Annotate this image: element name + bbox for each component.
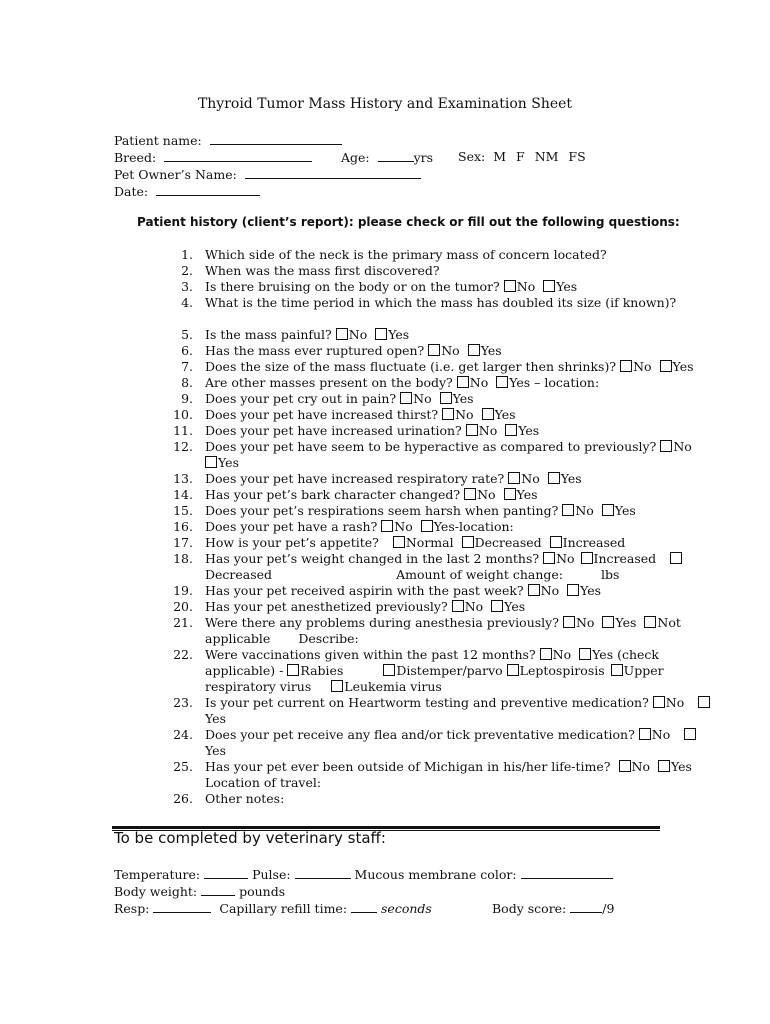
body-weight-label: Body weight:: [114, 884, 198, 899]
no-checkbox[interactable]: [528, 584, 540, 596]
leptospirosis-label: Leptospirosis: [519, 663, 605, 678]
yes-checkbox[interactable]: [375, 328, 387, 340]
yes-checkbox[interactable]: [504, 488, 516, 500]
date-row: [114, 183, 260, 200]
decreased-checkbox[interactable]: [670, 552, 682, 564]
leukemia-checkbox[interactable]: [331, 680, 343, 692]
question-text: Does your pet have increased thirst?: [205, 407, 439, 422]
increased-checkbox[interactable]: [550, 536, 562, 548]
question-text: Has your pet ever been outside of Michigan in his/her life-time?: [205, 759, 611, 774]
yes-check-label: Yes (check: [592, 647, 659, 662]
question-22-continued: [205, 679, 442, 695]
question-number: 20.: [173, 599, 193, 614]
question-text: When was the mass first discovered?: [205, 263, 440, 278]
yes-label: Yes: [504, 599, 526, 614]
question-1: [205, 247, 607, 263]
body-score-row: [492, 900, 614, 917]
question-number: 3.: [181, 279, 193, 294]
no-checkbox[interactable]: [381, 520, 393, 532]
no-label: No: [516, 279, 536, 294]
no-checkbox[interactable]: [543, 552, 555, 564]
question-15: [205, 503, 636, 519]
yes-location-label: Yes-location:: [433, 519, 514, 534]
no-label: No: [665, 695, 685, 710]
no-label: No: [455, 407, 474, 422]
decreased-checkbox[interactable]: [462, 536, 474, 548]
question-text: Does your pet’s respirations seem harsh when panting?: [205, 503, 559, 518]
question-text: Does your pet have increased respiratory rate?: [205, 471, 505, 486]
question-number: 6.: [181, 343, 193, 358]
question-text: Does your pet cry out in pain?: [205, 391, 397, 406]
no-checkbox[interactable]: [336, 328, 348, 340]
yes-checkbox[interactable]: [205, 456, 217, 468]
not-applicable-checkbox[interactable]: [644, 616, 656, 628]
resp-field[interactable]: [153, 900, 211, 913]
applicable-label: applicable) -: [205, 663, 284, 678]
breed-label: Breed:: [114, 150, 157, 165]
question-number: 18.: [173, 551, 193, 566]
question-22-options: [205, 663, 664, 679]
no-checkbox[interactable]: [466, 424, 478, 436]
question-number: 12.: [173, 439, 193, 454]
no-label: No: [552, 647, 572, 662]
question-23: [205, 695, 711, 711]
owner-row: [114, 166, 421, 183]
crt-label: Capillary refill time:: [219, 901, 348, 916]
yes-label: Yes: [480, 343, 502, 358]
no-label: No: [441, 343, 460, 358]
question-number: 22.: [173, 647, 193, 662]
yes-checkbox[interactable]: [602, 504, 614, 516]
no-label: No: [556, 551, 575, 566]
question-number: 15.: [173, 503, 193, 518]
increased-label: Increased: [562, 535, 626, 550]
no-label: No: [478, 423, 498, 438]
no-label: No: [464, 599, 484, 614]
rabies-checkbox[interactable]: [287, 664, 299, 676]
question-text: Is the mass painful?: [205, 327, 332, 342]
no-label: No: [469, 375, 489, 390]
age-unit: yrs: [413, 150, 434, 165]
question-number: 25.: [173, 759, 193, 774]
patient-name-row: [114, 132, 342, 149]
no-checkbox[interactable]: [442, 408, 454, 420]
yes-label: Yes: [205, 711, 226, 726]
yes-label: Yes: [580, 583, 602, 598]
vitals-row-3: [114, 900, 432, 917]
no-checkbox[interactable]: [457, 376, 469, 388]
mucous-label: Mucous membrane color:: [354, 867, 517, 882]
temperature-label: Temperature:: [114, 867, 201, 882]
owner-label: Pet Owner’s Name:: [114, 167, 237, 182]
decreased-label: Decreased: [474, 535, 542, 550]
question-number: 21.: [173, 615, 193, 630]
question-number: 1.: [181, 247, 193, 262]
question-text: Does your pet have seem to be hyperactive as compared to previously?: [205, 439, 657, 454]
question-number: 10.: [173, 407, 193, 422]
normal-label: Normal: [405, 535, 454, 550]
age-row: [341, 149, 433, 166]
yes-checkbox[interactable]: [421, 520, 433, 532]
body-score-label: Body score:: [492, 901, 567, 916]
yes-label: Yes: [556, 279, 578, 294]
question-12: [205, 439, 692, 455]
upper-respiratory-checkbox[interactable]: [611, 664, 623, 676]
question-2: [205, 263, 440, 279]
decreased-label: Decreased: [205, 567, 273, 582]
question-10: [205, 407, 516, 423]
question-13: [205, 471, 582, 487]
question-number: 14.: [173, 487, 193, 502]
body-score-field[interactable]: [570, 900, 602, 913]
page-title: Thyroid Tumor Mass History and Examination Sheet: [197, 96, 573, 112]
rabies-label: Rabies: [300, 663, 344, 678]
yes-location-label: Yes – location:: [509, 375, 600, 390]
question-17: [205, 535, 625, 551]
no-checkbox[interactable]: [464, 488, 476, 500]
question-12-continued: [205, 455, 239, 471]
history-heading: Patient history (client’s report): please check or fill out the following questions:: [137, 215, 680, 229]
yes-label: Yes: [614, 503, 636, 518]
no-checkbox[interactable]: [504, 280, 516, 292]
sex-row: [458, 149, 586, 165]
question-text: Does your pet have a rash?: [205, 519, 378, 534]
question-text: Which side of the neck is the primary mass of concern located?: [205, 247, 607, 262]
question-number: 8.: [181, 375, 193, 390]
question-number: 7.: [181, 359, 193, 374]
question-number: 5.: [181, 327, 193, 342]
yes-label: Yes: [516, 487, 538, 502]
yes-checkbox[interactable]: [698, 696, 710, 708]
yes-checkbox[interactable]: [548, 472, 560, 484]
normal-checkbox[interactable]: [393, 536, 405, 548]
question-number: 23.: [173, 695, 193, 710]
question-text: Were there any problems during anesthesia previously?: [205, 615, 559, 630]
yes-checkbox[interactable]: [491, 600, 503, 612]
question-text: Does your pet have increased urination?: [205, 423, 462, 438]
staff-heading: To be completed by veterinary staff:: [114, 829, 386, 847]
distemper-checkbox[interactable]: [383, 664, 395, 676]
respiratory-virus-label: respiratory virus: [205, 679, 312, 694]
question-21: [205, 615, 681, 631]
question-text: Has the mass ever ruptured open?: [205, 343, 425, 358]
question-text: Is your pet current on Heartworm testing and preventive medication?: [205, 695, 649, 710]
question-text: Has your pet’s weight changed in the last 2 months?: [205, 551, 540, 566]
owner-field[interactable]: [245, 166, 421, 179]
question-text: Other notes:: [205, 791, 285, 806]
no-label: No: [575, 615, 595, 630]
question-text: Is there bruising on the body or on the tumor?: [205, 279, 500, 294]
question-text: Has your pet received aspirin with the past week?: [205, 583, 524, 598]
pounds-label: pounds: [239, 884, 286, 899]
question-18-continued: [205, 567, 619, 583]
question-text: Does the size of the mass fluctuate (i.e. get larger then shrinks)?: [205, 359, 617, 374]
question-11: [205, 423, 539, 439]
no-label: No: [477, 487, 496, 502]
yes-label: Yes: [670, 759, 692, 774]
yes-checkbox[interactable]: [658, 760, 670, 772]
question-number: 24.: [173, 727, 193, 742]
no-checkbox[interactable]: [562, 504, 574, 516]
no-checkbox[interactable]: [660, 440, 672, 452]
date-label: Date:: [114, 184, 149, 199]
question-26: [205, 791, 284, 807]
yes-checkbox[interactable]: [468, 344, 480, 356]
yes-label: Yes: [615, 615, 637, 630]
no-label: No: [521, 471, 540, 486]
yes-checkbox[interactable]: [602, 616, 614, 628]
pulse-label: Pulse:: [252, 867, 291, 882]
question-24: [205, 727, 697, 743]
no-checkbox[interactable]: [563, 616, 575, 628]
question-19: [205, 583, 601, 599]
question-7: [205, 359, 694, 375]
age-field[interactable]: [378, 149, 414, 162]
applicable-label: applicable: [205, 631, 271, 646]
yes-label: Yes: [494, 407, 516, 422]
question-6: [205, 343, 502, 359]
no-label: No: [651, 727, 671, 742]
question-number: 26.: [173, 791, 193, 806]
question-9: [205, 391, 474, 407]
question-21-continued: [205, 631, 359, 647]
no-checkbox[interactable]: [540, 648, 552, 660]
yes-label: Yes: [218, 455, 239, 470]
no-label: No: [631, 759, 650, 774]
question-text: How is your pet’s appetite?: [205, 535, 379, 550]
patient-name-label: Patient name:: [114, 133, 202, 148]
crt-field[interactable]: [351, 900, 377, 913]
breed-row: [114, 149, 312, 166]
yes-checkbox[interactable]: [440, 392, 452, 404]
yes-label: Yes: [518, 423, 540, 438]
no-checkbox[interactable]: [400, 392, 412, 404]
no-label: No: [575, 503, 594, 518]
leukemia-label: Leukemia virus: [344, 679, 442, 694]
question-25-continued: [205, 775, 321, 791]
question-25: [205, 759, 692, 775]
no-checkbox[interactable]: [619, 760, 631, 772]
question-8: [205, 375, 599, 391]
question-text: Were vaccinations given within the past 12 months?: [205, 647, 536, 662]
patient-name-field[interactable]: [210, 132, 342, 145]
increased-label: Increased: [593, 551, 657, 566]
no-label: No: [633, 359, 652, 374]
question-number: 4.: [181, 295, 193, 310]
question-number: 2.: [181, 263, 193, 278]
yes-checkbox[interactable]: [579, 648, 591, 660]
question-text: Does your pet receive any flea and/or tick preventative medication?: [205, 727, 635, 742]
leptospirosis-checkbox[interactable]: [507, 664, 519, 676]
question-5: [205, 327, 409, 343]
yes-checkbox[interactable]: [482, 408, 494, 420]
increased-checkbox[interactable]: [581, 552, 593, 564]
temperature-field[interactable]: [204, 866, 248, 879]
age-label: Age:: [341, 150, 370, 165]
breed-field[interactable]: [164, 149, 312, 162]
yes-checkbox[interactable]: [505, 424, 517, 436]
not-label: Not: [657, 615, 681, 630]
question-22: [205, 647, 659, 663]
question-number: 11.: [173, 423, 193, 438]
no-label: No: [673, 439, 692, 454]
question-text: What is the time period in which the mass has doubled its size (if known)?: [205, 295, 677, 310]
question-number: 19.: [173, 583, 193, 598]
no-label: No: [540, 583, 560, 598]
question-number: 9.: [181, 391, 193, 406]
yes-checkbox[interactable]: [496, 376, 508, 388]
yes-checkbox[interactable]: [567, 584, 579, 596]
question-number: 16.: [173, 519, 193, 534]
no-checkbox[interactable]: [620, 360, 632, 372]
yes-label: Yes: [205, 743, 226, 758]
sex-option-fs[interactable]: FS: [568, 149, 586, 164]
no-checkbox[interactable]: [428, 344, 440, 356]
seconds-label: seconds: [381, 901, 432, 916]
vitals-row-1: [114, 866, 613, 883]
question-16: [205, 519, 514, 535]
yes-label: Yes: [452, 391, 474, 406]
question-24-continued: [205, 743, 226, 759]
upper-label: Upper: [623, 663, 664, 678]
yes-checkbox[interactable]: [684, 728, 696, 740]
pulse-field[interactable]: [295, 866, 351, 879]
question-23-continued: [205, 711, 226, 727]
sex-option-f[interactable]: F: [516, 149, 525, 164]
no-checkbox[interactable]: [452, 600, 464, 612]
distemper-label: Distemper/parvo: [396, 663, 503, 678]
body-score-denominator: /9: [602, 901, 615, 916]
question-number: 17.: [173, 535, 193, 550]
vitals-row-2: [114, 883, 285, 900]
no-checkbox[interactable]: [653, 696, 665, 708]
yes-label: Yes: [672, 359, 694, 374]
question-3: [205, 279, 577, 295]
date-field[interactable]: [156, 183, 260, 196]
no-checkbox[interactable]: [508, 472, 520, 484]
no-label: No: [394, 519, 413, 534]
no-label: No: [348, 327, 368, 342]
question-text: Has your pet’s bark character changed?: [205, 487, 461, 502]
resp-label: Resp:: [114, 901, 150, 916]
question-14: [205, 487, 538, 503]
yes-checkbox[interactable]: [543, 280, 555, 292]
sex-label: Sex:: [458, 149, 486, 164]
lbs-label: lbs: [601, 567, 620, 582]
question-4: [205, 295, 676, 311]
question-20: [205, 599, 525, 615]
yes-label: Yes: [388, 327, 410, 342]
question-text: Are other masses present on the body?: [205, 375, 453, 390]
describe-label: Describe:: [298, 631, 359, 646]
yes-label: Yes: [560, 471, 582, 486]
question-number: 13.: [173, 471, 193, 486]
sex-option-nm[interactable]: NM: [534, 149, 559, 164]
question-18: [205, 551, 683, 567]
weight-change-label: Amount of weight change:: [396, 567, 563, 582]
no-label: No: [413, 391, 432, 406]
body-weight-field[interactable]: [201, 883, 235, 896]
yes-checkbox[interactable]: [660, 360, 672, 372]
question-text: Has your pet anesthetized previously?: [205, 599, 448, 614]
travel-location-label: Location of travel:: [205, 775, 322, 790]
no-checkbox[interactable]: [639, 728, 651, 740]
mucous-field[interactable]: [521, 866, 613, 879]
sex-option-m[interactable]: M: [493, 149, 507, 164]
